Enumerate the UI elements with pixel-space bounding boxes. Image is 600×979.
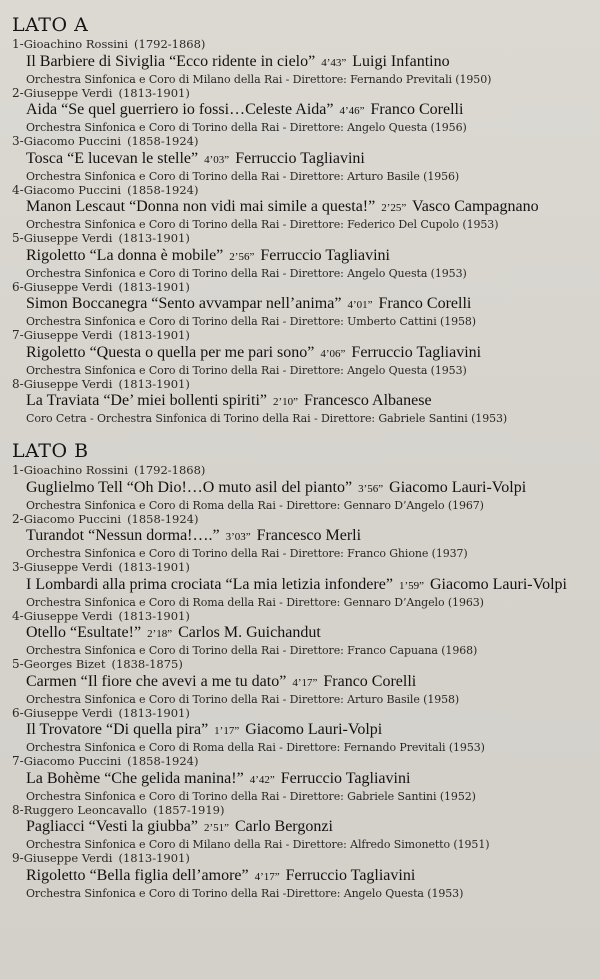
track-credits: Orchestra Sinfonica e Coro di Torino della Rai - Direttore: Angelo Questa (1956): [26, 121, 467, 134]
composer-name: Giuseppe Verdi: [23, 705, 113, 720]
opera-title: Simon Boccanegra: [26, 295, 148, 312]
track-title-line: [12, 817, 592, 838]
track-duration: 4’17”: [292, 676, 318, 689]
track-title-line: [12, 720, 592, 741]
side-b-title: LATO B: [12, 440, 89, 462]
track-duration: 3’03”: [225, 531, 251, 543]
composer-years: (1813-1901): [118, 279, 190, 294]
opera-title: Rigoletto: [26, 866, 86, 884]
track-entry: [12, 464, 592, 513]
composer-name: Giacomo Puccini: [23, 182, 122, 197]
track-duration: 1’17”: [214, 725, 240, 737]
track-title-line: [12, 672, 592, 693]
singer-name: Franco Corelli: [323, 672, 417, 690]
track-entry: [12, 378, 592, 427]
track-entry: [12, 804, 592, 853]
track-title-line: [12, 197, 592, 218]
opera-title: Turandot: [26, 527, 85, 544]
aria-title: “Questa o quella per me pari sono”: [89, 343, 315, 361]
track-title-line: [12, 769, 592, 790]
singer-name: Ferruccio Tagliavini: [280, 769, 411, 787]
track-number: 3-: [12, 560, 24, 574]
singer-name: Carlos M. Guichandut: [178, 624, 321, 641]
opera-title: Il Trovatore: [26, 721, 102, 738]
track-credits: Orchestra Sinfonica e Coro di Torino della Rai - Direttore: Angelo Questa (1953): [26, 363, 467, 377]
singer-name: Ferruccio Tagliavini: [260, 246, 390, 264]
composer-years: (1858-1924): [127, 182, 199, 197]
track-composer-line: [12, 707, 592, 721]
composer-years: (1858-1924): [127, 134, 199, 148]
composer-name: Ruggero Leoncavallo: [23, 802, 148, 817]
singer-name: Giacomo Lauri-Volpi: [245, 721, 383, 738]
track-credits: Orchestra Sinfonica e Coro di Torino della Rai - Direttore: Umberto Cattini (1958): [26, 315, 476, 328]
composer-years: (1813-1901): [118, 231, 190, 245]
track-duration: 4’17”: [254, 870, 280, 883]
track-entry: [12, 232, 592, 281]
singer-name: Carlo Bergonzi: [234, 818, 333, 835]
composer-name: Giuseppe Verdi: [23, 231, 113, 245]
aria-title: “Sento avvampar nell’anima”: [151, 295, 342, 312]
track-composer-line: [12, 513, 592, 527]
track-number: 5-: [12, 231, 24, 245]
opera-title: La Bohème: [26, 769, 101, 787]
composer-years: (1813-1901): [118, 328, 190, 342]
singer-name: Giacomo Lauri-Volpi: [429, 575, 567, 593]
track-composer-line: [12, 610, 592, 624]
composer-name: Giacomo Puccini: [23, 754, 122, 768]
track-credits: Orchestra Sinfonica e Coro di Torino della Rai - Direttore: Franco Ghione (1937): [26, 547, 468, 560]
track-credits: Orchestra Sinfonica e Coro di Roma della Rai - Direttore: Gennaro D’Angelo (1967): [26, 498, 484, 512]
aria-title: “Esultate!”: [70, 624, 142, 641]
track-composer-line: [12, 135, 592, 149]
opera-title: Otello: [26, 624, 66, 641]
track-title-line: [12, 478, 592, 499]
track-title-line: [12, 866, 592, 887]
opera-title: Manon Lescaut: [26, 198, 126, 215]
track-number: 8-: [12, 376, 24, 391]
opera-title: Aida: [26, 101, 58, 118]
track-duration: 4’46”: [339, 105, 365, 117]
singer-name: Vasco Campagnano: [412, 198, 539, 215]
track-duration: 2’18”: [147, 628, 173, 640]
composer-years: (1813-1901): [118, 85, 190, 100]
singer-name: Ferruccio Tagliavini: [285, 866, 416, 884]
aria-title: “Nessun dorma!….”: [88, 527, 220, 544]
composer-name: Giuseppe Verdi: [23, 560, 113, 574]
track-credits: Orchestra Sinfonica e Coro di Roma della Rai - Direttore: Fernando Previtali (1953): [26, 741, 485, 754]
composer-years: (1813-1901): [118, 376, 190, 391]
opera-title: La Traviata: [26, 392, 100, 409]
track-number: 4-: [12, 608, 24, 623]
track-composer-line: [12, 184, 592, 198]
track-duration: 4’42”: [249, 773, 275, 786]
track-composer-line: [12, 852, 592, 866]
composer-years: (1813-1901): [118, 851, 190, 865]
opera-title: Guglielmo Tell: [26, 478, 123, 496]
track-entry: [12, 610, 592, 659]
track-duration: 2’25”: [381, 202, 407, 214]
track-credits: Orchestra Sinfonica e Coro di Torino della Rai - Direttore: Arturo Basile (1958): [26, 692, 460, 706]
track-credits: Orchestra Sinfonica e Coro di Torino della Rai - Direttore: Arturo Basile (1956): [26, 169, 460, 183]
composer-name: Giuseppe Verdi: [23, 851, 113, 865]
aria-title: “Di quella pira”: [106, 721, 209, 738]
aria-title: “Se quel guerriero io fossi…Celeste Aida”: [61, 101, 334, 118]
aria-title: “E lucevan le stelle”: [67, 149, 199, 167]
track-number: 5-: [12, 657, 24, 671]
track-entry: [12, 135, 592, 184]
composer-years: (1792-1868): [134, 463, 206, 477]
track-composer-line: [12, 232, 592, 246]
aria-title: “Vesti la giubba”: [88, 818, 198, 835]
track-credits: Orchestra Sinfonica e Coro di Milano della Rai - Direttore: Fernando Previtali (1950): [26, 72, 492, 86]
track-title-line: [12, 623, 592, 644]
side-b-tracklist: [12, 464, 592, 901]
side-b-section: [12, 440, 592, 901]
track-entry: [12, 87, 592, 136]
track-composer-line: [12, 378, 592, 392]
track-duration: 4’06”: [320, 347, 346, 360]
track-entry: [12, 561, 592, 610]
opera-title: Il Barbiere di Siviglia: [26, 52, 166, 70]
track-composer-line: [12, 755, 592, 769]
opera-title: Carmen: [26, 672, 77, 690]
aria-title: “Ecco ridente in cielo”: [169, 52, 316, 70]
aria-title: “La mia letizia infondere”: [225, 575, 393, 593]
track-composer-line: [12, 281, 592, 295]
composer-years: (1813-1901): [118, 560, 190, 574]
track-credits: Orchestra Sinfonica e Coro di Roma della Rai - Direttore: Gennaro D’Angelo (1963): [26, 595, 484, 609]
track-credits: Orchestra Sinfonica e Coro di Milano della Rai - Direttore: Alfredo Simonetto (1951): [26, 838, 490, 851]
track-credits: Orchestra Sinfonica e Coro di Torino della Rai - Direttore: Gabriele Santini (1952): [26, 789, 476, 803]
aria-title: “Oh Dio!…O muto asil del pianto”: [126, 478, 353, 496]
singer-name: Ferruccio Tagliavini: [235, 149, 365, 167]
track-credits: Coro Cetra - Orchestra Sinfonica di Torino della Rai - Direttore: Gabriele Santini (1953): [26, 412, 508, 425]
composer-name: Giuseppe Verdi: [23, 279, 113, 294]
track-duration: 2’51”: [203, 822, 229, 834]
aria-title: “De’ miei bollenti spiriti”: [103, 392, 267, 409]
track-title-line: [12, 100, 592, 121]
track-composer-line: [12, 561, 592, 575]
track-credits: Orchestra Sinfonica e Coro di Torino della Rai - Direttore: Angelo Questa (1953): [26, 266, 467, 280]
composer-name: Giuseppe Verdi: [23, 328, 113, 342]
track-number: 4-: [12, 182, 24, 197]
track-entry: [12, 281, 592, 330]
track-composer-line: [12, 38, 592, 52]
track-title-line: [12, 575, 592, 596]
singer-name: Francesco Merli: [256, 527, 362, 544]
composer-name: Giuseppe Verdi: [23, 608, 113, 623]
track-duration: 2’56”: [229, 250, 255, 263]
track-duration: 4’03”: [204, 153, 230, 166]
aria-title: “Donna non vidi mai simile a questa!”: [129, 198, 376, 215]
track-entry: [12, 513, 592, 562]
track-composer-line: [12, 87, 592, 101]
track-composer-line: [12, 658, 592, 672]
track-number: 2-: [12, 511, 24, 526]
composer-years: (1858-1924): [127, 754, 199, 768]
track-title-line: [12, 391, 592, 412]
side-a-title: LATO A: [12, 14, 89, 36]
composer-years: (1838-1875): [111, 657, 183, 671]
track-credits: Orchestra Sinfonica e Coro di Torino della Rai -Direttore: Angelo Questa (1953): [26, 886, 464, 900]
composer-years: (1813-1901): [118, 705, 190, 720]
singer-name: Franco Corelli: [370, 101, 464, 118]
composer-name: Giacomo Puccini: [23, 134, 122, 148]
track-credits: Orchestra Sinfonica e Coro di Torino della Rai - Direttore: Franco Capuana (1968): [26, 644, 478, 657]
track-number: 6-: [12, 705, 24, 720]
track-entry: [12, 852, 592, 901]
singer-name: Franco Corelli: [378, 295, 472, 312]
track-composer-line: [12, 804, 592, 818]
track-number: 1-: [12, 37, 24, 51]
singer-name: Francesco Albanese: [304, 392, 432, 409]
singer-name: Ferruccio Tagliavini: [351, 343, 482, 361]
aria-title: “Che gelida manina!”: [104, 769, 244, 787]
track-entry: [12, 184, 592, 233]
composer-years: (1857-1919): [153, 802, 225, 817]
track-duration: 3’56”: [358, 482, 384, 495]
track-composer-line: [12, 329, 592, 343]
opera-title: Pagliacci: [26, 818, 85, 835]
track-number: 7-: [12, 328, 24, 342]
track-entry: [12, 707, 592, 756]
track-duration: 4’43”: [321, 56, 347, 69]
track-number: 9-: [12, 851, 24, 865]
track-number: 6-: [12, 279, 24, 294]
composer-years: (1813-1901): [118, 608, 190, 623]
track-number: 2-: [12, 85, 24, 100]
opera-title: Rigoletto: [26, 246, 86, 264]
composer-years: (1792-1868): [134, 37, 206, 51]
track-number: 7-: [12, 754, 24, 768]
opera-title: Rigoletto: [26, 343, 86, 361]
track-duration: 2’10”: [272, 396, 299, 408]
singer-name: Luigi Infantino: [352, 52, 450, 70]
opera-title: I Lombardi alla prima crociata: [26, 575, 222, 593]
track-entry: [12, 329, 592, 378]
track-entry: [12, 658, 592, 707]
composer-name: Giuseppe Verdi: [23, 85, 113, 100]
track-number: 1-: [12, 463, 24, 477]
track-title-line: [12, 149, 592, 170]
composer-years: (1858-1924): [127, 511, 199, 526]
opera-title: Tosca: [26, 149, 64, 167]
track-title-line: [12, 294, 592, 315]
track-duration: 4’01”: [347, 299, 373, 311]
track-number: 8-: [12, 802, 24, 817]
side-a-tracklist: [12, 38, 592, 426]
track-entry: [12, 755, 592, 804]
aria-title: “La donna è mobile”: [89, 246, 224, 264]
composer-name: Giuseppe Verdi: [23, 376, 113, 391]
track-credits: Orchestra Sinfonica e Coro di Torino della Rai - Direttore: Federico Del Cupolo (1953): [26, 218, 499, 231]
track-title-line: [12, 343, 592, 364]
track-composer-line: [12, 464, 592, 478]
aria-title: “Bella figlia dell’amore”: [89, 866, 249, 884]
side-a-section: [12, 14, 592, 426]
singer-name: Giacomo Lauri-Volpi: [389, 478, 527, 496]
track-number: 3-: [12, 134, 24, 148]
track-title-line: [12, 52, 592, 73]
track-title-line: [12, 246, 592, 267]
track-entry: [12, 38, 592, 87]
composer-name: Gioachino Rossini: [23, 37, 129, 51]
track-title-line: [12, 526, 592, 547]
composer-name: Giacomo Puccini: [23, 511, 122, 526]
aria-title: “Il fiore che avevi a me tu dato”: [80, 672, 287, 690]
composer-name: Gioachino Rossini: [23, 463, 129, 477]
composer-name: Georges Bizet: [23, 657, 106, 671]
track-duration: 1’59”: [398, 579, 424, 592]
